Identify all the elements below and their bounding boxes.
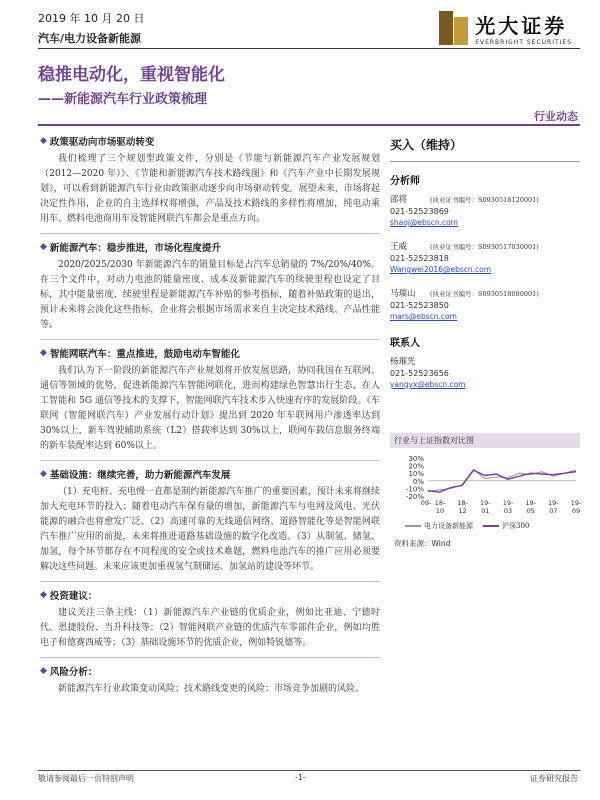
logo-name-en: EVERBRIGHT SECURITIES: [475, 39, 572, 46]
report-subtitle: ——新能源汽车行业政策梳理: [38, 92, 208, 107]
footer-divider: [38, 770, 580, 771]
main-column: [40, 134, 380, 699]
legend-item: 沪深300: [483, 521, 529, 531]
x-tick-label: 09-: [420, 499, 432, 507]
analyst-card: [390, 287, 580, 321]
legend-swatch: [405, 525, 421, 527]
section-heading: ◆ 投资建议：: [40, 590, 98, 602]
analyst-email-link[interactable]: mars@ebscn.com: [390, 312, 457, 321]
section-heading: ◆ 智能网联汽车：重点推进，鼓励电动车智能化: [40, 348, 240, 360]
report-title: 稳推电动化，重视智能化: [38, 65, 225, 85]
diamond-bullet-icon: ◆: [40, 666, 47, 676]
logo-name-cn: 光大证券: [475, 14, 568, 38]
footer-report-type: 证券研究报告: [530, 774, 578, 783]
x-tick-label: 19-: [502, 499, 514, 507]
x-tick-label: 12: [458, 507, 467, 515]
diamond-bullet-icon: ◆: [40, 469, 47, 479]
chart-source: 资料来源：Wind: [394, 539, 451, 548]
company-logo: [439, 10, 572, 46]
x-tick-label: 03: [503, 507, 513, 515]
section-text: （1）充电桩、充电慢一直都是制约新能源汽车推广的重要因素，预计未来将继续加大充电环节的投入；随着电动汽车保有量的增加，新能源汽车与电网及风电、光伏能源的融合也将愈发广泛。（2）高速可靠的无线通信网络、道路智能化等是智能网联汽车推广应用的前提，未来将推进道路基础设施的数字化改造。（3）从制氢、储氢、加氢，每个环节都存在不同程度的安全或技术难题，燃料电池汽车的推广应用必须要解决这些问题。未来应该更加重视氢气制储运、加氢站的建设等环节。: [40, 487, 380, 572]
section-text: 我们认为下一阶段的新能源汽车产业规划将开放发展思路，协同我国在互联网、通信等领域的优势，促进新能源汽车智能网联化，进而构建绿色智慧出行生态。在人工智能和 5G 通信等技术的支撑下，智能网联汽车技术步入快速有序的发展阶段。《车联网（智能网联汽车）产业发展行动计划》提出到 2020 年车联网用户渗透率达到 30%以上，新车驾驶辅助系统（L2）搭载率达到 30%以上，联网车载信息服务终端的新车装配率达到 60%以上。: [40, 366, 380, 451]
contact-email-link[interactable]: yangyx@ebscn.com: [390, 380, 466, 389]
diamond-bullet-icon: ◆: [40, 590, 47, 600]
doc-type-label: 行业动态: [534, 110, 578, 123]
contact-name: 杨璀先: [390, 357, 416, 367]
x-tick-label: 19-: [548, 499, 559, 507]
y-tick-label: -10%: [405, 485, 424, 494]
analyst-phone: 021-52523818: [390, 254, 449, 263]
comparison-line-chart: [390, 452, 580, 530]
x-tick-label: 07: [549, 507, 558, 515]
analyst-name: 王威: [390, 242, 408, 252]
analyst-phone: 021-52523869: [390, 207, 449, 216]
y-tick-label: -20%: [405, 493, 424, 501]
section-text: 2020/2025/2030 年新能源汽车的销量目标是占汽车总销量的 7%/20%/40%。在三个文件中，对动力电池的能量密度、成本及新能源汽车的续驶里程也设定了目标，其中能量密度、续驶里程是新能源汽车补贴的参考指标，随着补贴政策的退出，预计未来将会淡化这些指标，企业将会根据市场需求来自主决定技术路线、产品性能等。: [40, 260, 380, 330]
section-text: 新能源汽车行业政策变动风险；技术路线变更的风险；市场竞争加剧的风险。: [58, 684, 365, 694]
title-divider: [38, 124, 580, 126]
contact-card: [390, 355, 580, 389]
analyst-cert: (执业证书编号：S0930518120001): [430, 196, 539, 204]
y-tick-label: 0%: [412, 477, 424, 486]
analyst-card: [390, 240, 580, 274]
chart-legend: [405, 521, 529, 531]
analyst-cert: (执业证书编号：S0930518080001): [430, 290, 539, 298]
analyst-name: 邵将: [390, 195, 408, 205]
chart-title: 行业与上证指数对比图: [390, 433, 580, 448]
rating-label: 买入（维持）: [390, 138, 463, 152]
page-number: -1-: [295, 773, 306, 782]
analyst-heading: 分析师: [390, 176, 420, 187]
x-tick-label: 18-: [434, 499, 446, 507]
x-tick-label: 01: [481, 507, 490, 515]
analyst-cert: (执业证书编号：S0930517030001): [430, 243, 539, 251]
footer-disclaimer: 敬请参阅最后一页特别声明: [38, 774, 134, 783]
diamond-bullet-icon: ◆: [40, 242, 47, 252]
section-heading: ◆ 风险分析：: [40, 666, 98, 678]
x-tick-label: 19-: [525, 499, 536, 507]
section-text: 我们梳理了三个规划型政策文件，分别是《节能与新能源汽车产业发展规划（2012—2020 年）》、《节能和新能源汽车技术路线图》和《汽车产业中长期发展规划》，可以看到新能源汽车行业由政策驱动逐步向市场驱动转变。展望未来，市场将起决定性作用，企业的自主选择权将增强，产品及技术路线的多样性将增加，纯电动乘用车、燃料电池商用车及智能网联汽车都会是重点方向。: [40, 154, 380, 224]
logo-mark-icon: [439, 11, 469, 45]
analyst-email-link[interactable]: Wangwei2016@ebscn.com: [390, 265, 492, 274]
legend-swatch: [483, 525, 499, 527]
contact-heading: 联系人: [390, 338, 420, 349]
contact-phone: 021-52523656: [390, 369, 449, 378]
x-tick-label: 09: [571, 507, 581, 515]
analyst-phone: 021-52523850: [390, 301, 449, 310]
x-tick-label: 19-: [570, 499, 582, 507]
y-tick-label: 30%: [408, 455, 424, 463]
side-column: [390, 136, 580, 402]
section-heading: ◆ 政策驱动向市场驱动转变: [40, 136, 155, 148]
report-date: 2019 年 10 月 20 日: [38, 12, 145, 25]
legend-item: 电力设备新能源: [405, 521, 473, 531]
analyst-email-link[interactable]: shaoj@ebscn.com: [390, 218, 458, 227]
y-tick-label: 10%: [408, 470, 424, 479]
diamond-bullet-icon: ◆: [40, 136, 47, 146]
analyst-card: [390, 193, 580, 227]
x-tick-label: 05: [526, 507, 535, 515]
report-sector: 汽车/电力设备新能源: [38, 32, 142, 45]
x-tick-label: 19-: [480, 499, 491, 507]
section-heading: ◆ 基础设施：继续完善，助力新能源汽车发展: [40, 469, 231, 481]
x-tick-label: 18-: [457, 499, 468, 507]
header-divider: [38, 48, 580, 49]
analyst-name: 马瑞山: [390, 289, 416, 299]
section-text: 建议关注三条主线：（1）新能源汽车产业链的优质企业，例如比亚迪、宁德时代、恩捷股份、当升科技等；（2）智能网联产业链的优质汽车零部件企业，例如均胜电子和德赛西威等；（3）基础设施环节的优质企业，例如特锐德等。: [40, 608, 380, 648]
x-tick-label: 10: [435, 507, 445, 515]
diamond-bullet-icon: ◆: [40, 348, 47, 358]
y-tick-label: 20%: [408, 462, 424, 471]
section-heading: ◆ 新能源汽车：稳步推进，市场化程度提升: [40, 242, 221, 254]
